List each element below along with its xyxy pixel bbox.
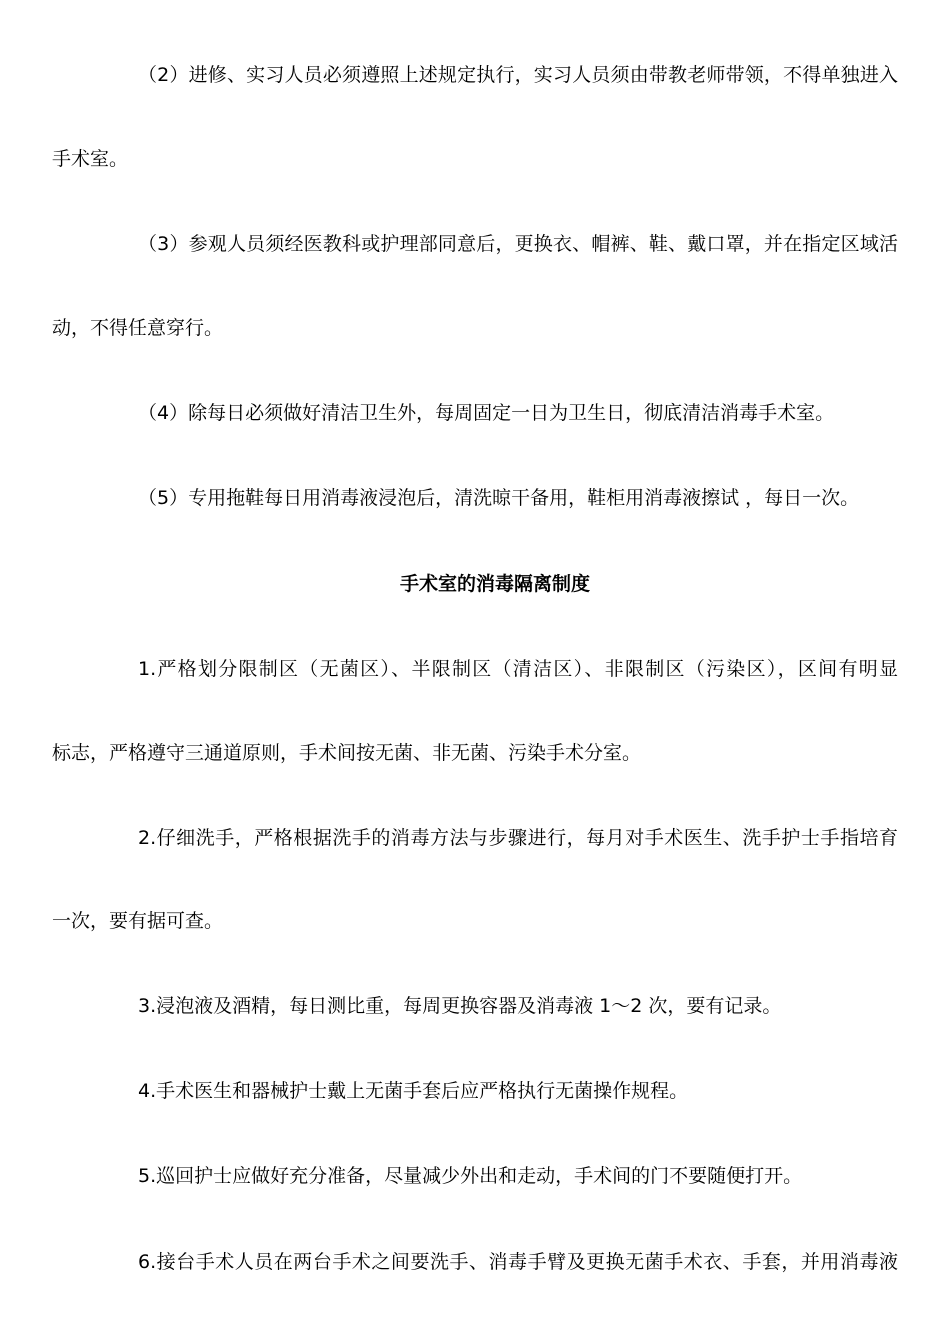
paragraph-4: （4）除每日必须做好清洁卫生外，每周固定一日为卫生日，彻底清洁消毒手术室。 — [138, 402, 835, 424]
section-title: 手术室的消毒隔离制度 — [399, 573, 590, 595]
rule-5: 5.巡回护士应做好充分准备，尽量减少外出和走动，手术间的门不要随便打开。 — [138, 1165, 803, 1187]
paragraph-3-line-1: （3）参观人员须经医教科或护理部同意后，更换衣、帽裤、鞋、戴口罩，并在指定区域活 — [138, 233, 898, 255]
rule-6-line-1: 6.接台手术人员在两台手术之间要洗手、消毒手臂及更换无菌手术衣、手套，并用消毒液 — [138, 1251, 898, 1273]
rule-4: 4.手术医生和器械护士戴上无菌手套后应严格执行无菌操作规程。 — [138, 1080, 689, 1102]
rule-1-line-1: 1.严格划分限制区（无菌区）、半限制区（清洁区）、非限制区（污染区），区间有明显 — [138, 658, 898, 680]
paragraph-5: （5）专用拖鞋每日用消毒液浸泡后，清洗晾干备用，鞋柜用消毒液擦试 ，每日一次。 — [138, 487, 860, 509]
paragraph-2-line-1: （2）进修、实习人员必须遵照上述规定执行，实习人员须由带教老师带领，不得单独进入 — [138, 64, 898, 86]
rule-2-line-1: 2.仔细洗手，严格根据洗手的消毒方法与步骤进行，每月对手术医生、洗手护士手指培育 — [138, 827, 898, 849]
paragraph-2-line-2: 手术室。 — [52, 148, 129, 170]
rule-1-line-2: 标志，严格遵守三通道原则，手术间按无菌、非无菌、污染手术分室。 — [52, 742, 642, 764]
rule-2-line-2: 一次，要有据可查。 — [52, 910, 224, 932]
rule-3: 3.浸泡液及酒精，每日测比重，每周更换容器及消毒液 1～2 次，要有记录。 — [138, 995, 782, 1017]
paragraph-3-line-2: 动，不得任意穿行。 — [52, 317, 224, 339]
